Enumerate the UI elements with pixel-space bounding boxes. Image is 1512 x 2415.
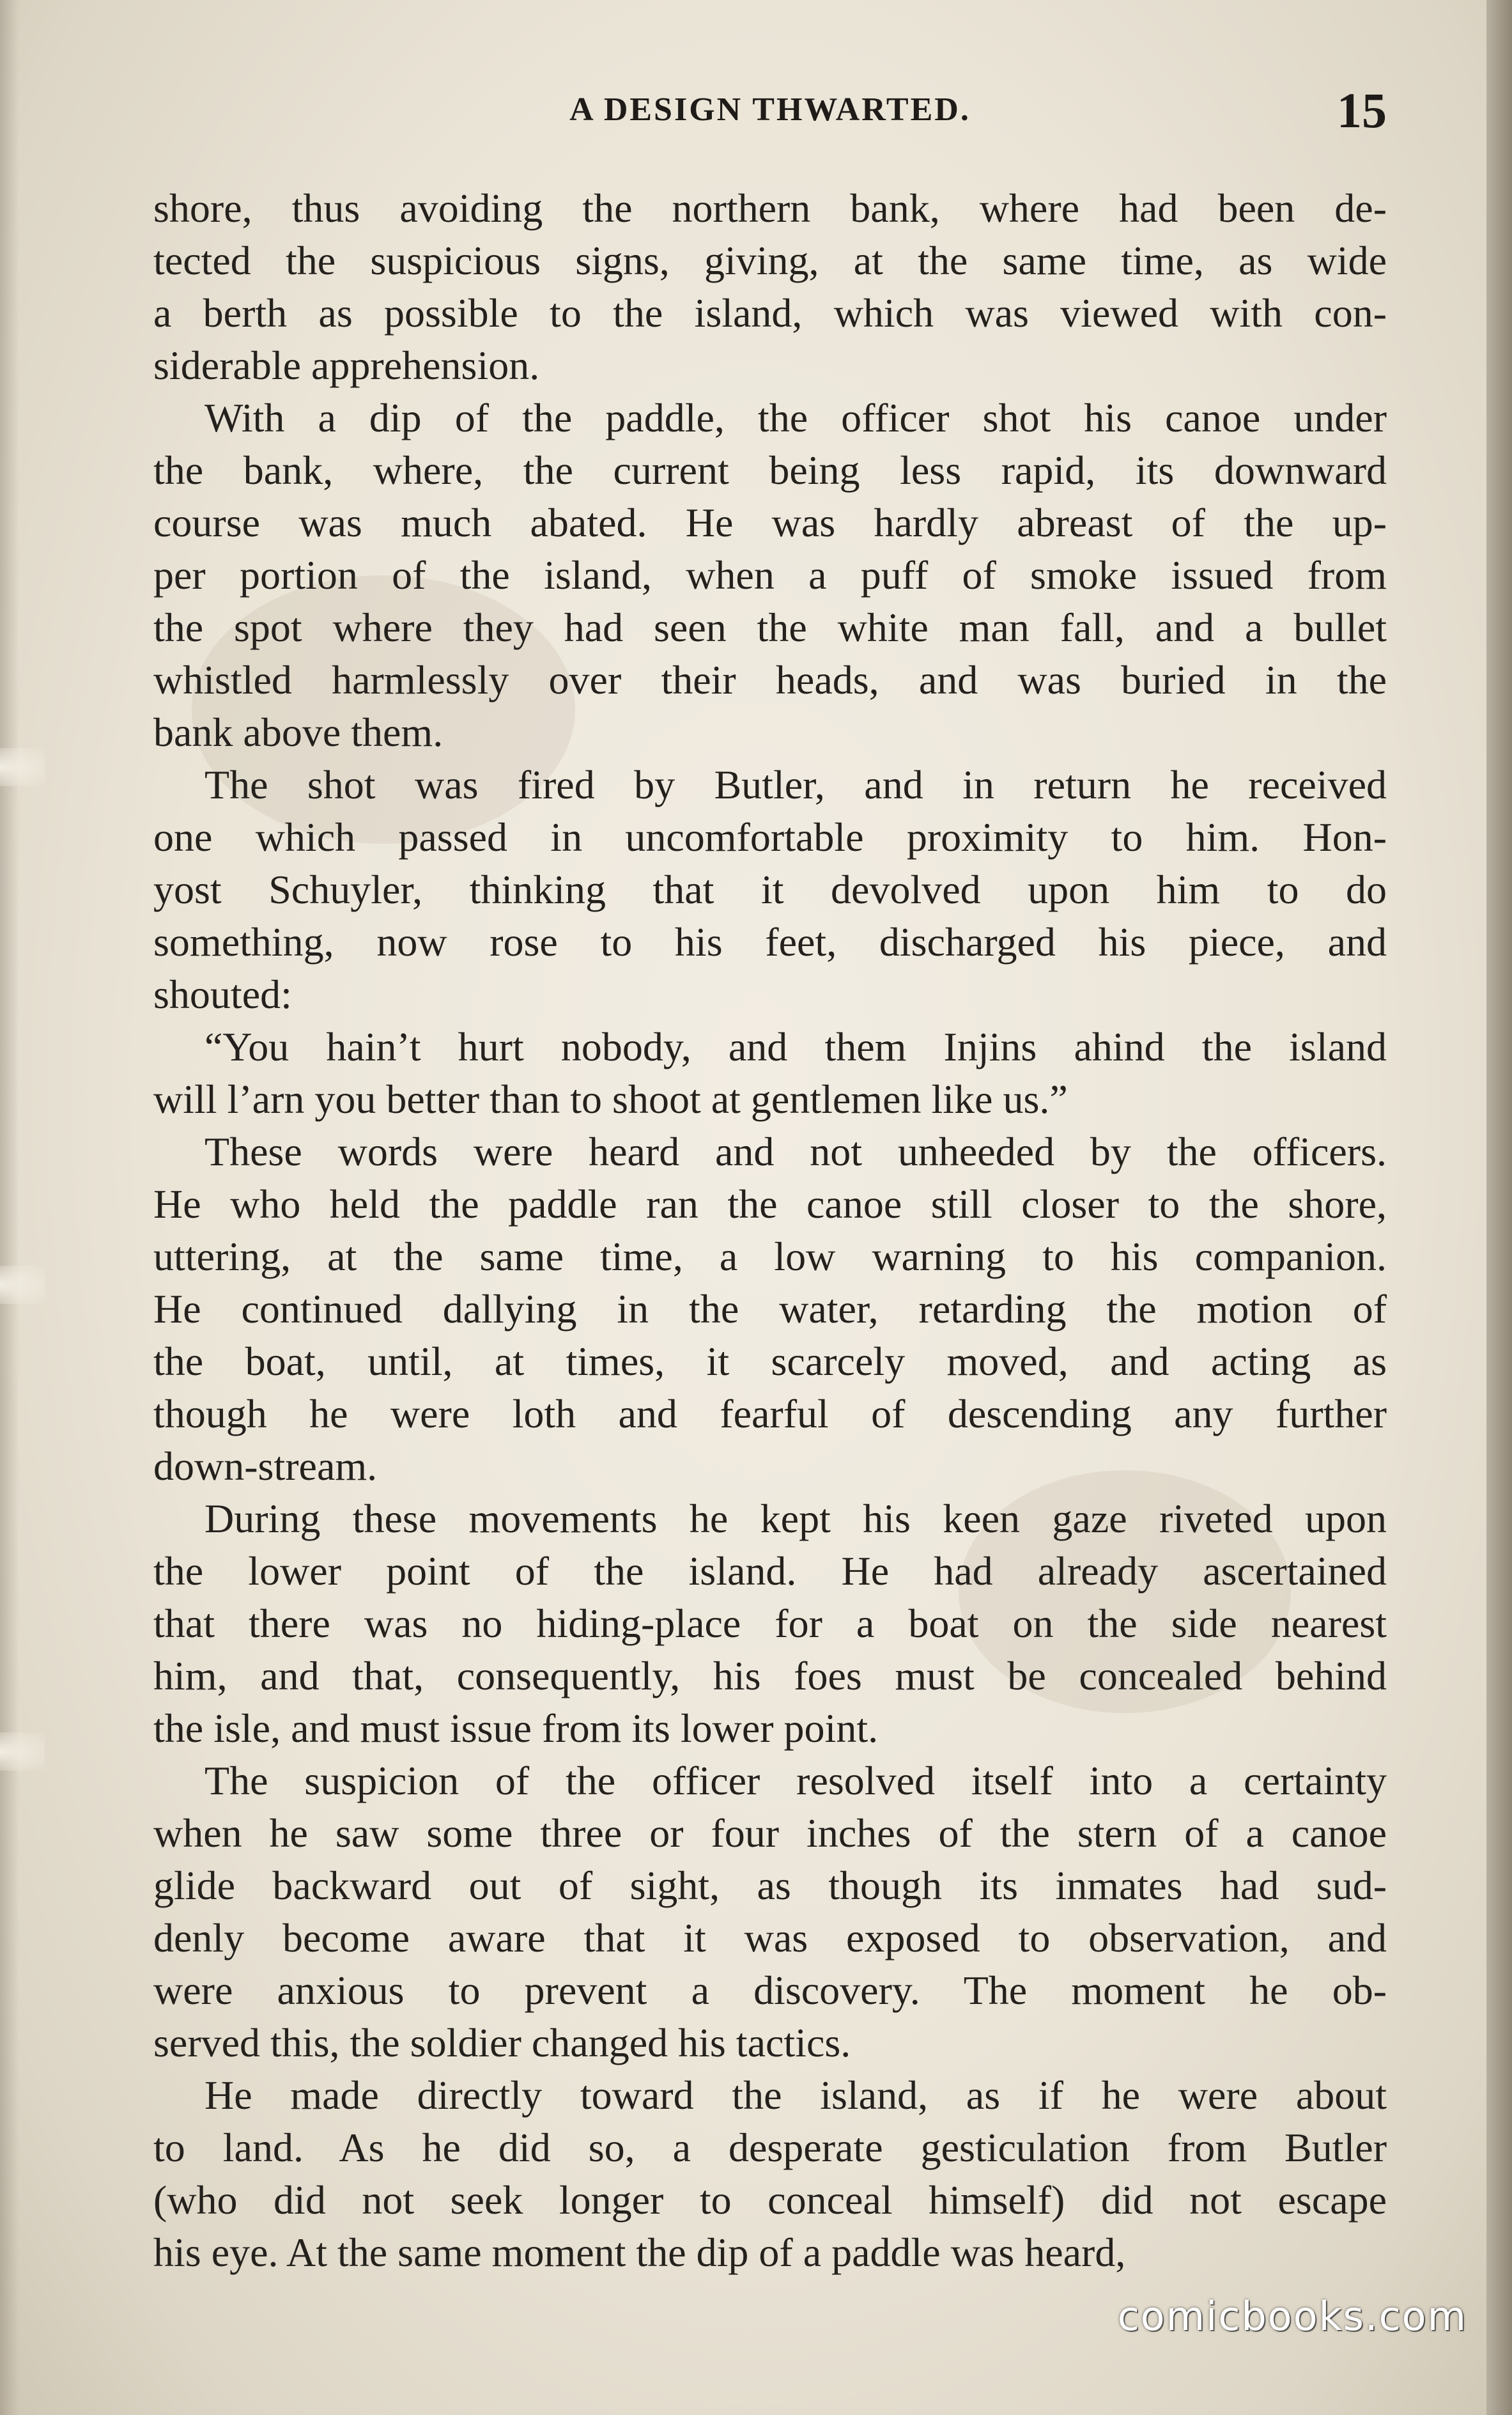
text-line: the isle, and must issue from its lower point. bbox=[153, 1705, 879, 1751]
page-number: 15 bbox=[1337, 82, 1387, 138]
body-text bbox=[153, 182, 1387, 2279]
text-line: something, now rose to his feet, discharged his piece, and bbox=[153, 919, 1387, 965]
page-edge bbox=[1486, 0, 1512, 2415]
text-line: The suspicion of the officer resolved itself into a certainty bbox=[204, 1758, 1387, 1803]
text-line: The shot was fired by Butler, and in return he received bbox=[204, 762, 1387, 807]
text-line: glide backward out of sight, as though its inmates had sud- bbox=[153, 1863, 1387, 1908]
text-line: He who held the paddle ran the canoe still closer to the shore, bbox=[153, 1181, 1387, 1227]
text-line: (who did not seek longer to conceal himself) did not escape bbox=[153, 2177, 1387, 2223]
text-line: He continued dallying in the water, retarding the motion of bbox=[153, 1286, 1387, 1332]
text-line: the spot where they had seen the white man fall, and a bullet bbox=[153, 605, 1387, 650]
text-line: were anxious to prevent a discovery. The moment he ob- bbox=[153, 1968, 1387, 2013]
watermark: comicbooks.com bbox=[1117, 2293, 1467, 2340]
text-line: These words were heard and not unheeded by the officers. bbox=[204, 1129, 1387, 1174]
page-tear bbox=[0, 1266, 45, 1304]
text-line: shore, thus avoiding the northern bank, where had been de- bbox=[153, 185, 1387, 231]
text-line: the lower point of the island. He had already ascertained bbox=[153, 1548, 1387, 1594]
text-line: that there was no hiding-place for a boat on the side nearest bbox=[153, 1601, 1387, 1646]
page-gutter-shadow bbox=[0, 0, 19, 2415]
text-line: uttering, at the same time, a low warning to his companion. bbox=[153, 1234, 1387, 1279]
text-line: will l’arn you better than to shoot at gentlemen like us.” bbox=[153, 1076, 1068, 1122]
text-line: the bank, where, the current being less rapid, its downward bbox=[153, 447, 1387, 493]
text-line: yost Schuyler, thinking that it devolved upon him to do bbox=[153, 867, 1387, 912]
text-line: the boat, until, at times, it scarcely moved, and acting as bbox=[153, 1339, 1387, 1384]
text-line: course was much abated. He was hardly abreast of the up- bbox=[153, 500, 1387, 545]
text-line: him, and that, consequently, his foes must be concealed behind bbox=[153, 1653, 1387, 1698]
running-head-title: A DESIGN THWARTED. bbox=[569, 91, 971, 128]
text-line: denly become aware that it was exposed to observation, and bbox=[153, 1915, 1387, 1961]
text-line: served this, the soldier changed his tactics. bbox=[153, 2020, 851, 2065]
text-line: bank above them. bbox=[153, 710, 444, 755]
text-line: to land. As he did so, a desperate gesticulation from Butler bbox=[153, 2125, 1387, 2170]
text-line: his eye. At the same moment the dip of a paddle was heard, bbox=[153, 2230, 1126, 2275]
running-head bbox=[153, 82, 1387, 139]
text-line: tected the suspicious signs, giving, at the same time, as wide bbox=[153, 238, 1387, 283]
text-line: one which passed in uncomfortable proximity to him. Hon- bbox=[153, 814, 1387, 860]
page-tear bbox=[0, 748, 45, 786]
text-line: “You hain’t hurt nobody, and them Injins ahind the island bbox=[204, 1024, 1387, 1069]
text-line: when he saw some three or four inches of the stern of a canoe bbox=[153, 1810, 1387, 1856]
text-line: a berth as possible to the island, which was viewed with con- bbox=[153, 290, 1387, 336]
text-line: per portion of the island, when a puff of smoke issued from bbox=[153, 552, 1387, 598]
text-line: though he were loth and fearful of descending any further bbox=[153, 1391, 1387, 1436]
text-line: With a dip of the paddle, the officer shot his canoe under bbox=[204, 395, 1387, 440]
text-line: whistled harmlessly over their heads, and was buried in the bbox=[153, 657, 1387, 703]
text-line: shouted: bbox=[153, 972, 292, 1017]
text-line: siderable apprehension. bbox=[153, 343, 540, 388]
text-line: down-stream. bbox=[153, 1443, 378, 1489]
text-line: During these movements he kept his keen gaze riveted upon bbox=[204, 1496, 1387, 1541]
page-tear bbox=[0, 1732, 45, 1771]
text-line: He made directly toward the island, as if he were about bbox=[204, 2072, 1387, 2118]
